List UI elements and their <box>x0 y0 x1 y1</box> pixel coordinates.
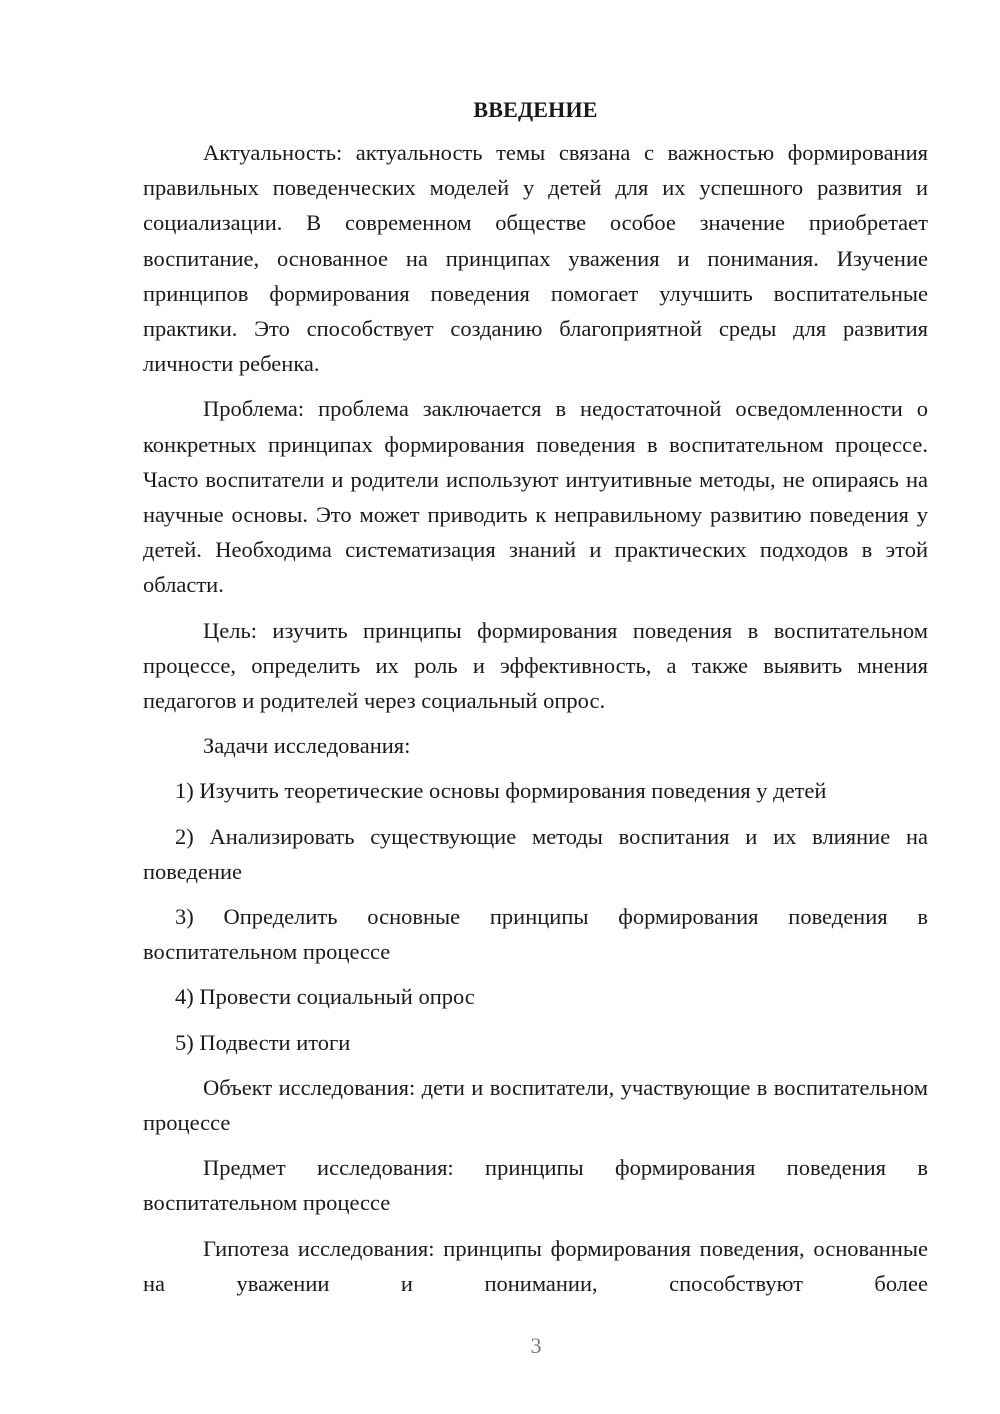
goal-paragraph: Цель: изучить принципы формирования поведения в воспитательном процессе, определить их роль и эффективность, а также выявить мнения педагогов и родителей через социальный опрос. <box>143 617 928 714</box>
task-item-5: 5) Подвести итоги <box>175 1029 351 1055</box>
subject-paragraph: Предмет исследования: принципы формирования поведения в воспитательном процессе <box>143 1155 928 1216</box>
task-item-1: 1) Изучить теоретические основы формирования поведения у детей <box>175 778 827 804</box>
task-item-4: 4) Провести социальный опрос <box>175 984 475 1010</box>
task-item-2: 2) Анализировать существующие методы воспитания и их влияние на поведение <box>143 823 928 884</box>
section-heading: ВВЕДЕНИЕ <box>473 97 598 122</box>
object-paragraph: Объект исследования: дети и воспитатели, участвующие в воспитательном процессе <box>143 1074 928 1136</box>
hypothesis-paragraph: Гипотеза исследования: принципы формирования поведения, основанные на уважении и понимании, способствуют более <box>143 1235 928 1296</box>
tasks-title: Задачи исследования: <box>203 733 411 759</box>
problem-paragraph: Проблема: проблема заключается в недостаточной осведомленности о конкретных принципах формирования поведения в воспитательном процессе. Часто воспитатели и родители используют интуитивные методы, не опираясь на научные основы. Это может приводить к неправильному развитию поведения у детей. Необходима систематизация знаний и практических подходов в этой области. <box>143 396 928 598</box>
relevance-paragraph: Актуальность: актуальность темы связана с важностью формирования правильных поведенческих моделей у детей для их успешного развития и социализации. В современном обществе особое значение приобретает воспитание, основанное на принципах уважения и понимания. Изучение принципов формирования поведения помогает улучшить воспитательные практики. Это способствует созданию благоприятной среды для развития личности ребенка. <box>143 140 928 377</box>
page-content <box>143 92 928 1301</box>
task-item-3: 3) Определить основные принципы формирования поведения в воспитательном процессе <box>143 904 928 965</box>
page-number: 3 <box>530 1333 542 1358</box>
